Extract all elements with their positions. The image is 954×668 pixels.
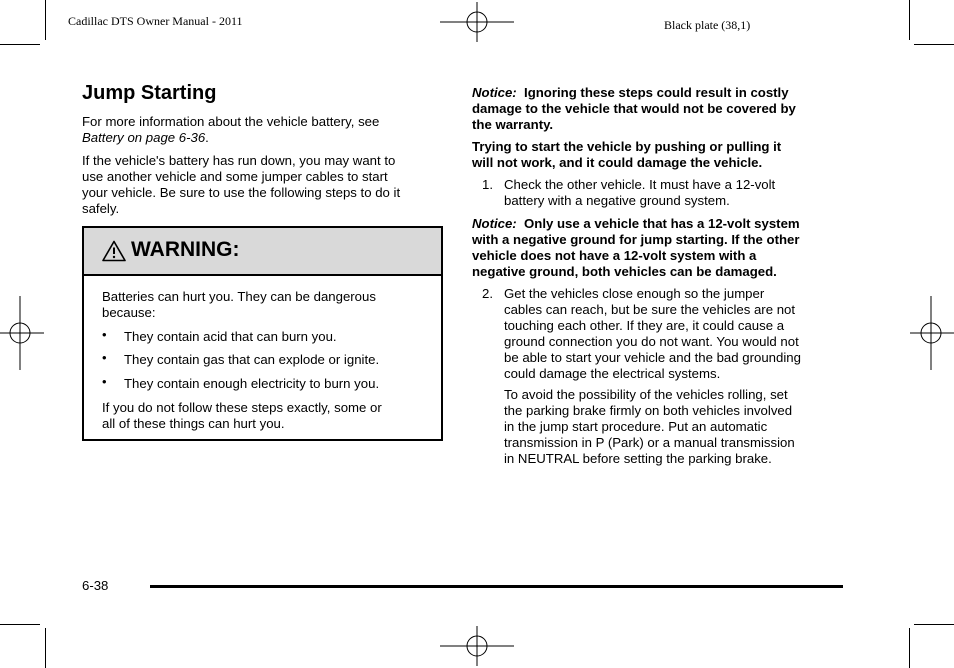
step-2-number: 2.	[482, 286, 493, 301]
push-pull-caution	[472, 139, 781, 171]
step-line: cables can reach, but be sure the vehicles are not	[504, 302, 796, 317]
page-title: Jump Starting	[82, 82, 217, 104]
step-line: could damage the electrical systems.	[504, 366, 721, 381]
notice-line: damage to the vehicle that would not be covered by	[472, 101, 796, 116]
registration-mark-bottom	[440, 626, 514, 666]
warning-closing-line: If you do not follow these steps exactly, some or	[102, 400, 382, 415]
intro-period: .	[205, 130, 209, 145]
notice-line: vehicle does not have a 12-volt system with a	[472, 248, 757, 263]
header-plate-label: Black plate (38,1)	[664, 18, 751, 32]
intro-line: If the vehicle's battery has run down, you may want to	[82, 153, 396, 168]
step-line: be able to start your vehicle and the bad grounding	[504, 350, 801, 365]
bullet-icon: •	[102, 374, 107, 389]
header-manual-title: Cadillac DTS Owner Manual - 2011	[68, 14, 243, 28]
step-line: touching each other. If they are, it could cause a	[504, 318, 785, 333]
warning-lead	[102, 289, 376, 321]
notice-label: Notice:	[472, 85, 517, 100]
step-line: battery with a negative ground system.	[504, 193, 730, 208]
intro-line: your vehicle. Be sure to use the following steps to do it	[82, 185, 401, 200]
intro-line: safely.	[82, 201, 120, 216]
step-line: the parking brake firmly on both vehicles involved	[504, 403, 793, 418]
step-2-continued	[504, 387, 795, 467]
step-line: Check the other vehicle. It must have a 12-volt	[504, 177, 776, 192]
warning-bullet: They contain enough electricity to burn you.	[124, 376, 380, 391]
step-2-text	[504, 286, 801, 382]
warning-triangle-icon	[102, 240, 126, 262]
page-number: 6-38	[82, 578, 109, 593]
step-line: in NEUTRAL before setting the parking brake.	[504, 451, 772, 466]
intro-text: For more information about the vehicle battery, see	[82, 114, 380, 129]
notice-line: negative ground, both vehicles can be damaged.	[472, 264, 777, 279]
footer-rule	[150, 585, 843, 588]
warning-closing-line: all of these things can hurt you.	[102, 416, 285, 431]
bullet-icon: •	[102, 327, 107, 342]
warning-bullet: They contain acid that can burn you.	[124, 329, 337, 344]
warning-box	[82, 226, 443, 441]
warning-bullet: They contain gas that can explode or ignite.	[124, 352, 380, 367]
registration-mark-right	[910, 296, 954, 370]
intro-paragraph-1	[82, 114, 379, 146]
caution-line: Trying to start the vehicle by pushing or pulling it	[472, 139, 782, 154]
warning-lead-line: Batteries can hurt you. They can be dangerous	[102, 289, 376, 304]
notice-label: Notice:	[472, 216, 517, 231]
notice-line: Only use a vehicle that has a 12-volt system	[524, 216, 800, 231]
notice-line: with a negative ground for jump starting. If the other	[472, 232, 800, 247]
intro-line: use another vehicle and some jumper cables to start	[82, 169, 388, 184]
notice-2	[472, 216, 800, 280]
warning-header	[84, 228, 441, 276]
notice-line: the warranty.	[472, 117, 554, 132]
step-1-text	[504, 177, 775, 209]
registration-mark-left	[0, 296, 44, 370]
warning-closing	[102, 400, 382, 432]
step-line: Get the vehicles close enough so the jumper	[504, 286, 765, 301]
battery-page-reference[interactable]: Battery on page 6-36	[82, 130, 206, 145]
step-1-number: 1.	[482, 177, 493, 192]
caution-line: will not work, and it could damage the vehicle.	[472, 155, 763, 170]
intro-paragraph-2	[82, 153, 400, 217]
step-line: transmission in P (Park) or a manual transmission	[504, 435, 795, 450]
step-line: ground connection you do not want. You would not	[504, 334, 799, 349]
warning-title: WARNING:	[131, 238, 240, 261]
step-line: in the jump start procedure. Put an automatic	[504, 419, 768, 434]
registration-mark-top	[440, 2, 514, 42]
bullet-icon: •	[102, 350, 107, 365]
step-line: To avoid the possibility of the vehicles rolling, set	[504, 387, 788, 402]
notice-1	[472, 85, 796, 133]
warning-lead-line: because:	[102, 305, 156, 320]
notice-line: Ignoring these steps could result in costly	[524, 85, 789, 100]
